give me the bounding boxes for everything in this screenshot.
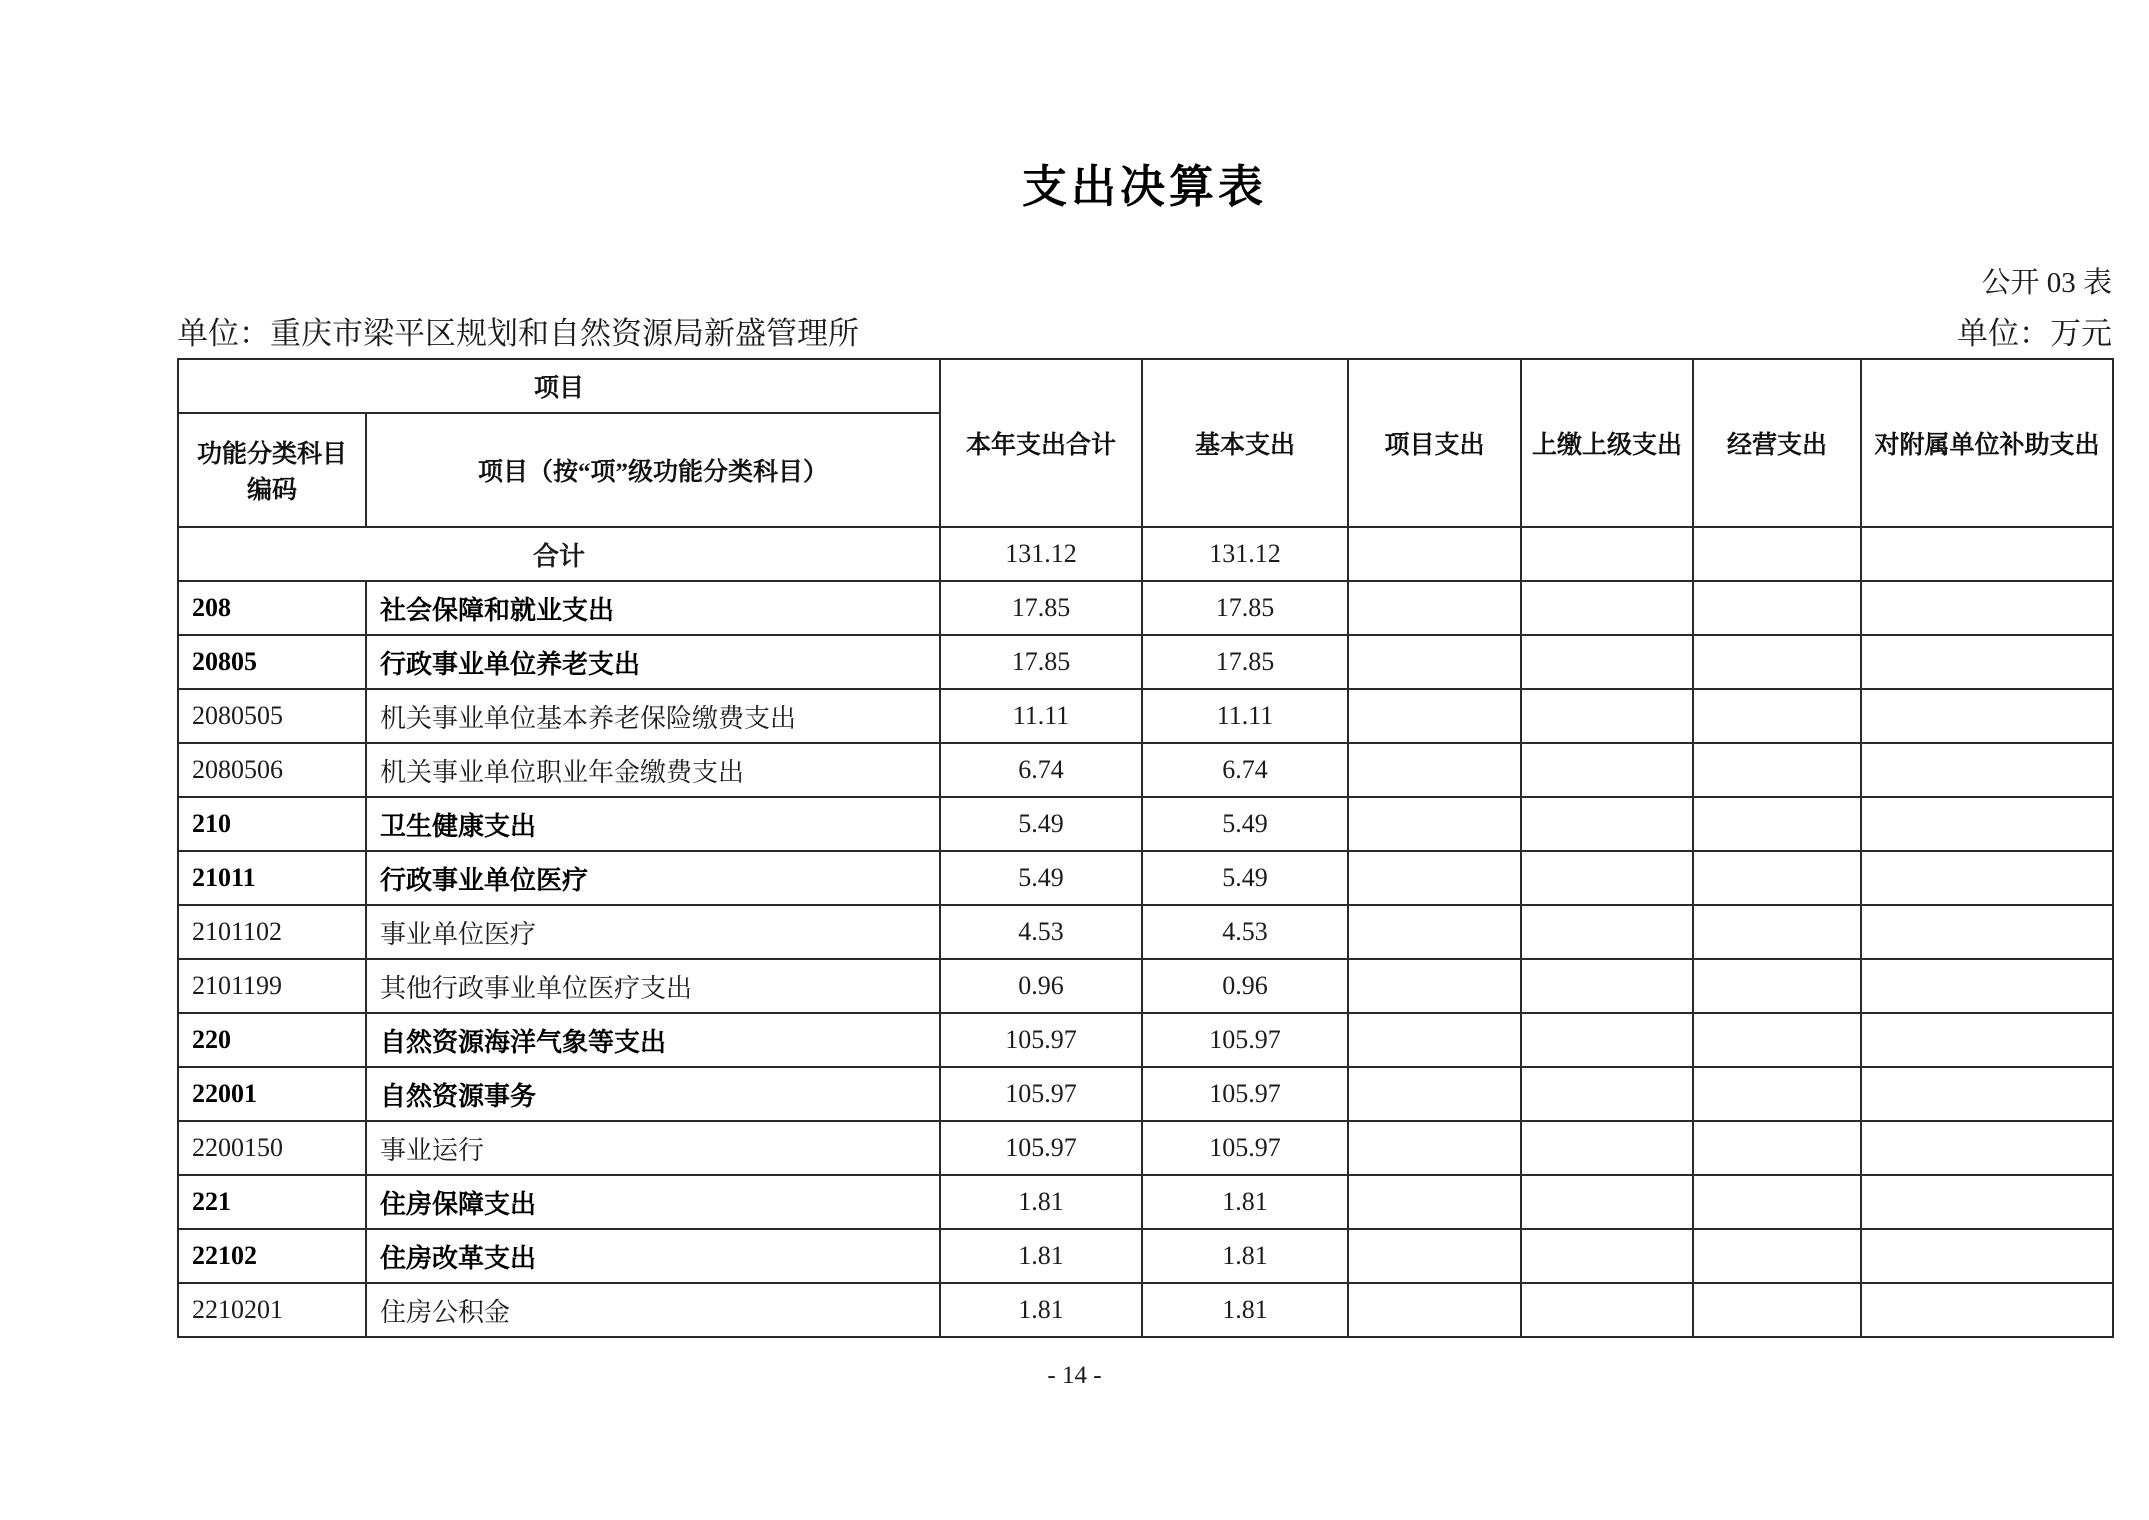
cell-basic: 105.97 — [1142, 1013, 1348, 1067]
cell-item-name: 事业运行 — [366, 1121, 940, 1175]
table-row — [178, 1175, 2113, 1229]
cell-operating — [1693, 1229, 1861, 1283]
cell-upper — [1521, 743, 1693, 797]
cell-project — [1348, 527, 1521, 581]
cell-item-name: 行政事业单位养老支出 — [366, 635, 940, 689]
cell-function-code: 2080506 — [178, 743, 366, 797]
cell-subsidy — [1861, 1283, 2113, 1337]
cell-operating — [1693, 581, 1861, 635]
header-item-name: 项目（按“项”级功能分类科目） — [366, 413, 940, 527]
cell-project — [1348, 959, 1521, 1013]
cell-summary-label: 合计 — [178, 527, 940, 581]
cell-total: 105.97 — [940, 1121, 1142, 1175]
cell-function-code: 2101102 — [178, 905, 366, 959]
cell-upper — [1521, 1013, 1693, 1067]
cell-subsidy — [1861, 905, 2113, 959]
cell-total: 105.97 — [940, 1067, 1142, 1121]
cell-project — [1348, 1229, 1521, 1283]
table-row — [178, 743, 2113, 797]
header-function-code: 功能分类科目编码 — [178, 413, 366, 527]
cell-item-name: 行政事业单位医疗 — [366, 851, 940, 905]
cell-total: 105.97 — [940, 1013, 1142, 1067]
cell-total: 1.81 — [940, 1175, 1142, 1229]
cell-upper — [1521, 635, 1693, 689]
cell-upper — [1521, 581, 1693, 635]
header-upper-level-expenditure: 上缴上级支出 — [1521, 359, 1693, 527]
cell-function-code: 2101199 — [178, 959, 366, 1013]
cell-function-code: 208 — [178, 581, 366, 635]
cell-operating — [1693, 851, 1861, 905]
page-title: 支出决算表 — [1021, 162, 1267, 212]
cell-function-code: 221 — [178, 1175, 366, 1229]
cell-total: 1.81 — [940, 1283, 1142, 1337]
cell-basic: 105.97 — [1142, 1121, 1348, 1175]
currency-unit-label: 单位：万元 — [1957, 316, 2112, 351]
cell-operating — [1693, 1175, 1861, 1229]
cell-function-code: 2080505 — [178, 689, 366, 743]
header-subsidy-expenditure: 对附属单位补助支出 — [1861, 359, 2113, 527]
cell-project — [1348, 1013, 1521, 1067]
table-body — [178, 527, 2113, 1337]
cell-operating — [1693, 1121, 1861, 1175]
cell-upper — [1521, 1175, 1693, 1229]
table-row — [178, 1283, 2113, 1337]
cell-basic: 11.11 — [1142, 689, 1348, 743]
cell-upper — [1521, 851, 1693, 905]
cell-total: 5.49 — [940, 797, 1142, 851]
cell-operating — [1693, 1283, 1861, 1337]
table-row — [178, 527, 2113, 581]
cell-total: 5.49 — [940, 851, 1142, 905]
table-code-label: 公开 03 表 — [1981, 267, 2112, 299]
cell-operating — [1693, 1067, 1861, 1121]
cell-item-name: 自然资源海洋气象等支出 — [366, 1013, 940, 1067]
cell-item-name: 机关事业单位基本养老保险缴费支出 — [366, 689, 940, 743]
cell-basic: 4.53 — [1142, 905, 1348, 959]
cell-operating — [1693, 1013, 1861, 1067]
cell-project — [1348, 905, 1521, 959]
cell-project — [1348, 635, 1521, 689]
cell-upper — [1521, 527, 1693, 581]
cell-total: 11.11 — [940, 689, 1142, 743]
cell-project — [1348, 1283, 1521, 1337]
cell-item-name: 其他行政事业单位医疗支出 — [366, 959, 940, 1013]
header-operating-expenditure: 经营支出 — [1693, 359, 1861, 527]
header-project-expenditure: 项目支出 — [1348, 359, 1521, 527]
cell-basic: 5.49 — [1142, 851, 1348, 905]
cell-function-code: 2200150 — [178, 1121, 366, 1175]
cell-operating — [1693, 905, 1861, 959]
header-project-group: 项目 — [178, 359, 940, 413]
table-row — [178, 1013, 2113, 1067]
cell-basic: 17.85 — [1142, 635, 1348, 689]
cell-subsidy — [1861, 1121, 2113, 1175]
cell-basic: 17.85 — [1142, 581, 1348, 635]
table-row — [178, 581, 2113, 635]
cell-subsidy — [1861, 635, 2113, 689]
cell-upper — [1521, 797, 1693, 851]
cell-basic: 1.81 — [1142, 1283, 1348, 1337]
cell-operating — [1693, 959, 1861, 1013]
cell-subsidy — [1861, 1013, 2113, 1067]
cell-project — [1348, 1175, 1521, 1229]
table-row — [178, 689, 2113, 743]
cell-subsidy — [1861, 851, 2113, 905]
cell-subsidy — [1861, 527, 2113, 581]
cell-total: 4.53 — [940, 905, 1142, 959]
table-row — [178, 635, 2113, 689]
cell-operating — [1693, 635, 1861, 689]
header-row-1 — [178, 359, 2113, 413]
cell-item-name: 住房公积金 — [366, 1283, 940, 1337]
cell-basic: 1.81 — [1142, 1175, 1348, 1229]
cell-project — [1348, 1067, 1521, 1121]
org-unit-label: 单位：重庆市梁平区规划和自然资源局新盛管理所 — [177, 316, 859, 351]
cell-function-code: 220 — [178, 1013, 366, 1067]
table-row — [178, 1229, 2113, 1283]
cell-subsidy — [1861, 1175, 2113, 1229]
table-row — [178, 1121, 2113, 1175]
cell-operating — [1693, 797, 1861, 851]
cell-operating — [1693, 527, 1861, 581]
cell-item-name: 机关事业单位职业年金缴费支出 — [366, 743, 940, 797]
table-header — [178, 359, 2113, 527]
cell-project — [1348, 581, 1521, 635]
table-row — [178, 851, 2113, 905]
page-number: - 14 - — [1047, 1362, 1102, 1389]
cell-project — [1348, 797, 1521, 851]
cell-subsidy — [1861, 797, 2113, 851]
cell-upper — [1521, 689, 1693, 743]
header-basic-expenditure: 基本支出 — [1142, 359, 1348, 527]
header-total-expenditure: 本年支出合计 — [940, 359, 1142, 527]
cell-project — [1348, 743, 1521, 797]
cell-item-name: 住房保障支出 — [366, 1175, 940, 1229]
cell-upper — [1521, 1067, 1693, 1121]
table-row — [178, 797, 2113, 851]
cell-project — [1348, 1121, 1521, 1175]
cell-subsidy — [1861, 1229, 2113, 1283]
cell-function-code: 20805 — [178, 635, 366, 689]
table-row — [178, 1067, 2113, 1121]
cell-item-name: 自然资源事务 — [366, 1067, 940, 1121]
cell-basic: 5.49 — [1142, 797, 1348, 851]
cell-basic: 131.12 — [1142, 527, 1348, 581]
cell-basic: 6.74 — [1142, 743, 1348, 797]
cell-function-code: 21011 — [178, 851, 366, 905]
cell-subsidy — [1861, 581, 2113, 635]
cell-project — [1348, 689, 1521, 743]
cell-function-code: 22102 — [178, 1229, 366, 1283]
cell-operating — [1693, 743, 1861, 797]
table-row — [178, 959, 2113, 1013]
cell-basic: 1.81 — [1142, 1229, 1348, 1283]
cell-subsidy — [1861, 959, 2113, 1013]
cell-subsidy — [1861, 1067, 2113, 1121]
cell-operating — [1693, 689, 1861, 743]
cell-basic: 105.97 — [1142, 1067, 1348, 1121]
cell-function-code: 2210201 — [178, 1283, 366, 1337]
cell-subsidy — [1861, 743, 2113, 797]
cell-function-code: 210 — [178, 797, 366, 851]
cell-total: 0.96 — [940, 959, 1142, 1013]
cell-function-code: 22001 — [178, 1067, 366, 1121]
cell-total: 17.85 — [940, 581, 1142, 635]
cell-basic: 0.96 — [1142, 959, 1348, 1013]
cell-item-name: 社会保障和就业支出 — [366, 581, 940, 635]
table-row — [178, 905, 2113, 959]
expenditure-table — [177, 358, 2114, 1338]
cell-upper — [1521, 959, 1693, 1013]
cell-item-name: 住房改革支出 — [366, 1229, 940, 1283]
cell-upper — [1521, 1121, 1693, 1175]
cell-item-name: 事业单位医疗 — [366, 905, 940, 959]
cell-total: 17.85 — [940, 635, 1142, 689]
cell-total: 131.12 — [940, 527, 1142, 581]
cell-project — [1348, 851, 1521, 905]
cell-total: 6.74 — [940, 743, 1142, 797]
cell-upper — [1521, 905, 1693, 959]
cell-subsidy — [1861, 689, 2113, 743]
cell-upper — [1521, 1229, 1693, 1283]
cell-upper — [1521, 1283, 1693, 1337]
cell-item-name: 卫生健康支出 — [366, 797, 940, 851]
cell-total: 1.81 — [940, 1229, 1142, 1283]
